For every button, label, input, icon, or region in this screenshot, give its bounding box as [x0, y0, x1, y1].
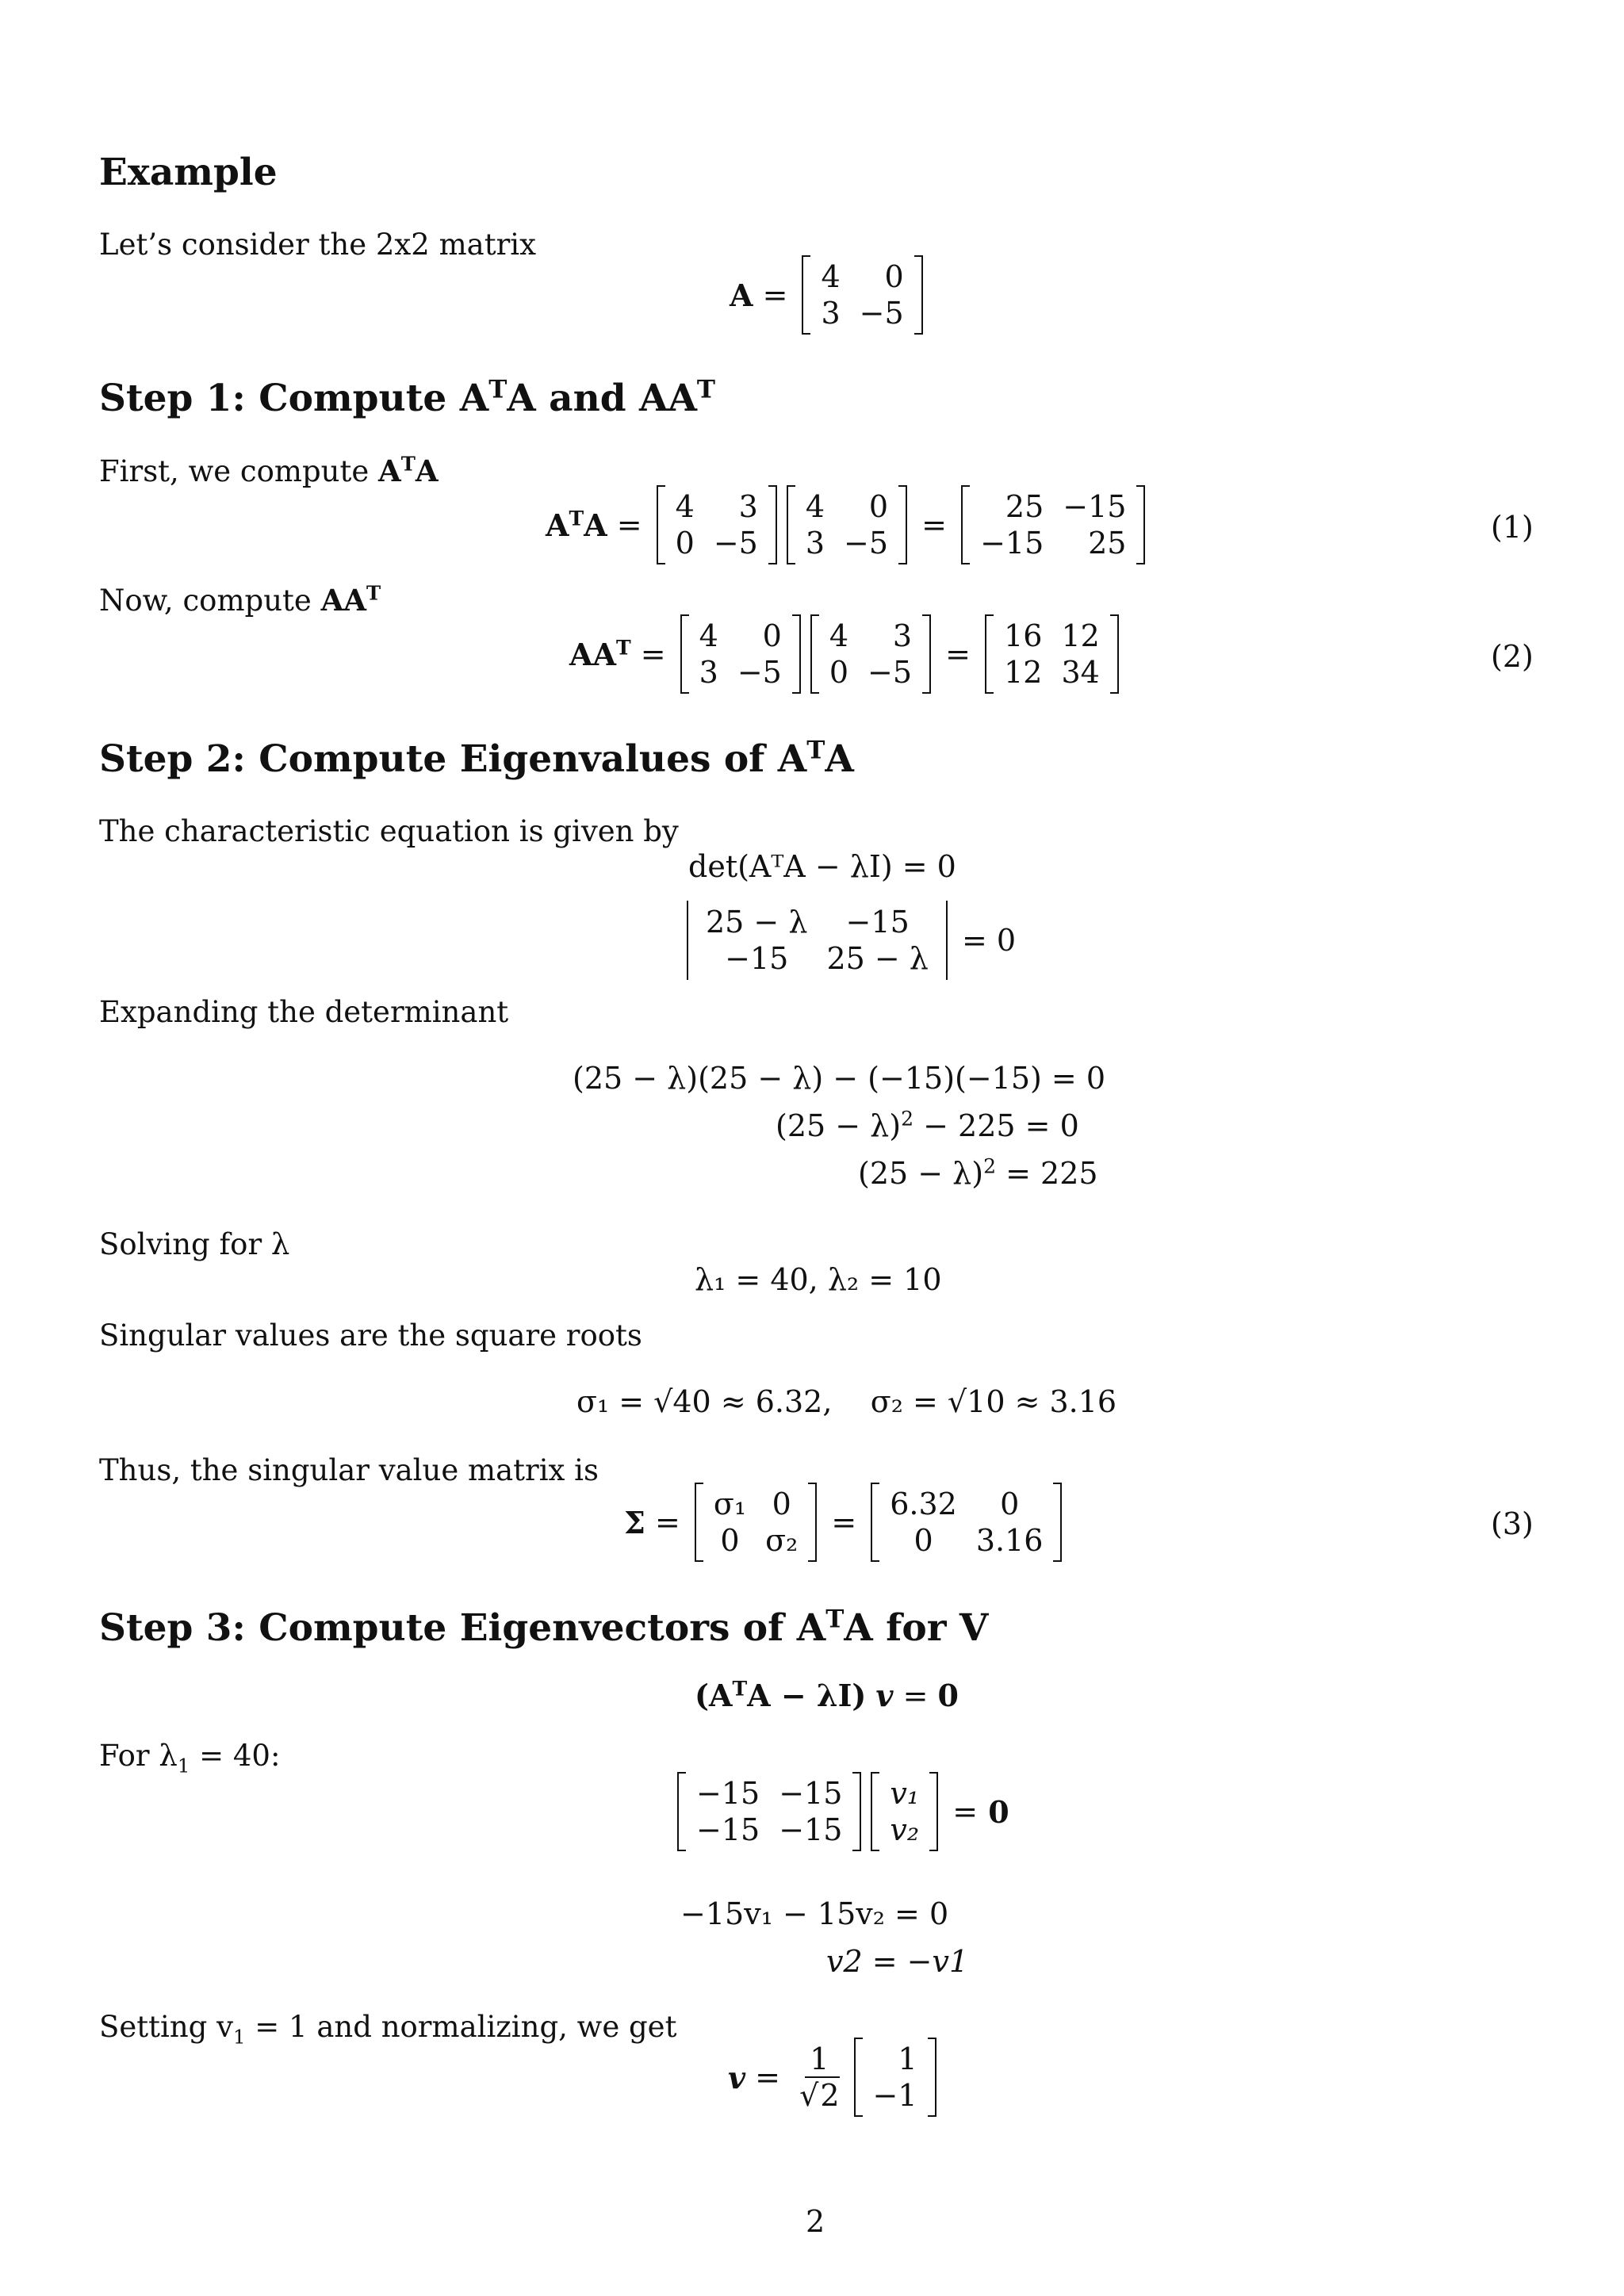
matrix-cell: −15: [980, 526, 1044, 561]
thus-sigma-text: Thus, the singular value matrix is: [99, 1453, 599, 1487]
matrix-cell: 0: [1000, 1487, 1020, 1521]
matrix-cell: 4: [805, 489, 825, 524]
eigvec-equation: $(A^TA - \lambda I) v = 0$: [695, 1676, 959, 1713]
matrix-cell: 0: [868, 489, 889, 524]
det-matrix: [687, 901, 948, 980]
now-compute-text: Now, compute $AA^T$: [99, 581, 381, 618]
matrix-cell: 3: [892, 618, 913, 653]
matrix-cell: 0: [914, 1523, 933, 1558]
heading-step2: Step 2: Compute Eigenvalues of $A^TA$: [99, 736, 854, 781]
first-compute-text: First, we compute $A^TA$: [99, 452, 439, 488]
matrix-cell: σ₁: [713, 1487, 747, 1521]
matrix-cell: 4: [829, 618, 849, 653]
matrix-cell: 4: [675, 489, 695, 524]
solving-text: Solving for λ: [99, 1227, 290, 1261]
matrix-cell: −15: [725, 941, 789, 976]
expand-line-1: (25 − λ)(25 − λ) − (−15)(−15) = 0: [573, 1061, 1106, 1096]
singular-roots-text: Singular values are the square roots: [99, 1318, 642, 1353]
matrix-cell: 3: [738, 489, 758, 524]
matrix-cell: 6.32: [890, 1487, 957, 1521]
matrix-cell: 3: [821, 296, 841, 331]
matrix-cell: 25 − λ: [826, 941, 929, 976]
matrix-cell: −5: [713, 526, 758, 561]
matrix-cell: −15: [696, 1812, 760, 1847]
matrix-cell: −5: [868, 655, 913, 690]
matrix-sigma-values: [871, 1483, 1062, 1562]
matrix-cell: 12: [1061, 618, 1100, 653]
matrix-cell: −15: [696, 1776, 760, 1811]
normalized-vector-equation: v = $\frac{1}{√2}$ 1 −1: [728, 2038, 941, 2117]
page-number: 2: [806, 2204, 825, 2239]
matrix-cell: −15: [779, 1776, 843, 1811]
matrix-cell: 4: [821, 259, 841, 294]
eigvec-matrix-equation: −15 −15 −15 −15 v₁ v₂ = 0: [672, 1772, 1009, 1851]
sigma-values: σ₁ = √40 ≈ 6.32, σ₂ = √10 ≈ 3.16: [576, 1384, 1117, 1419]
equation-3: Σ = σ₁ 0 0 σ₂ = 6.32 0 0 3.16: [624, 1483, 1067, 1562]
matrix-cell: 3: [805, 526, 825, 561]
matrix-cell: 0: [675, 526, 695, 561]
matrix-cell: 0: [829, 655, 849, 690]
matrix-cell: 34: [1061, 655, 1100, 690]
matrix-cell: 0: [772, 1487, 791, 1521]
matrix-cell: v₁: [890, 1776, 920, 1811]
matrix-cell: −5: [737, 655, 782, 690]
matrix-cell: 16: [1004, 618, 1043, 653]
equation-2: $AA^T$ = 4 0 3 −5 4 3 0 −5 = 16 12 12 34: [569, 614, 1124, 694]
heading-step3: Step 3: Compute Eigenvectors of $A^TA$ for V: [99, 1605, 989, 1650]
matrix-AT-right: [810, 614, 931, 694]
expand-line-2: $(25 - \lambda)^2 - 225 = 0$: [776, 1107, 1079, 1143]
matrix-cell: σ₂: [765, 1523, 799, 1558]
matrix-cell: 25: [1005, 489, 1044, 524]
eq-number-3: (3): [1491, 1506, 1534, 1541]
equation-1: $A^TA$ = 4 3 0 −5 4 0 3 −5 = 25 −15 −15 25: [546, 485, 1150, 564]
matrix-cell: 25 − λ: [706, 905, 808, 939]
matrix-cell: 3: [699, 655, 718, 690]
matrix-A-factor: [787, 485, 907, 564]
matrix-cell: −15: [779, 1812, 843, 1847]
matrix-cell: v₂: [890, 1812, 920, 1847]
matrix-cell: 4: [699, 618, 718, 653]
matrix-A-left: [680, 614, 801, 694]
matrix-A: [802, 255, 922, 335]
lambda-values: λ₁ = 40, λ₂ = 10: [695, 1262, 942, 1297]
heading-step1: Step 1: Compute $A^TA$ and $AA^T$: [99, 375, 716, 420]
matrix-AAT: [985, 614, 1119, 694]
intro-text: Let’s consider the 2x2 matrix: [99, 228, 536, 262]
matrix-cell: 0: [884, 259, 904, 294]
matrix-cell: −1: [872, 2078, 917, 2113]
det-matrix-equation: 25 − λ −15 −15 25 − λ = 0: [682, 901, 1016, 980]
vector-v: [871, 1772, 938, 1851]
matrix-cell: 0: [720, 1523, 740, 1558]
matrix-cell: −15: [1063, 489, 1127, 524]
matrix-ATA: [961, 485, 1145, 564]
fraction-one-over-sqrt2: $\frac{1}{√2}$: [799, 2042, 840, 2113]
expand-line-3: $(25 - \lambda)^2 = 225$: [858, 1154, 1098, 1191]
matrix-cell: 0: [762, 618, 782, 653]
matrix-cell: 1: [898, 2042, 917, 2076]
eigvec-line-2: v2 = −v1: [826, 1944, 969, 1979]
matrix-cell: 25: [1088, 526, 1127, 561]
eq-number-2: (2): [1491, 639, 1534, 674]
matrix-cell: −15: [845, 905, 910, 939]
matrix-sigma-symbolic: [695, 1483, 817, 1562]
eq-number-1: (1): [1491, 510, 1534, 545]
matrix-cell: −5: [844, 526, 889, 561]
matrix-cell: 3.16: [975, 1523, 1044, 1558]
setting-v1-text: Setting $v_1 = 1$ and normalizing, we get: [99, 2010, 677, 2049]
char-eq-text: The characteristic equation is given by: [99, 814, 679, 848]
matrix-cell: 12: [1004, 655, 1043, 690]
det-equation: det(AᵀA − λI) = 0: [688, 849, 956, 884]
matrix-A-equation: A = 4 0 3 −5: [730, 255, 928, 335]
matrix-normalized-vector: [854, 2038, 936, 2117]
for-lambda1-text: For $\lambda_1 = 40$:: [99, 1739, 281, 1777]
matrix-eigen: [677, 1772, 861, 1851]
heading-example: Example: [99, 151, 278, 194]
expanding-text: Expanding the determinant: [99, 995, 509, 1029]
eigvec-line-1: −15v₁ − 15v₂ = 0: [680, 1896, 949, 1931]
matrix-AT: [657, 485, 777, 564]
matrix-cell: −5: [859, 296, 904, 331]
